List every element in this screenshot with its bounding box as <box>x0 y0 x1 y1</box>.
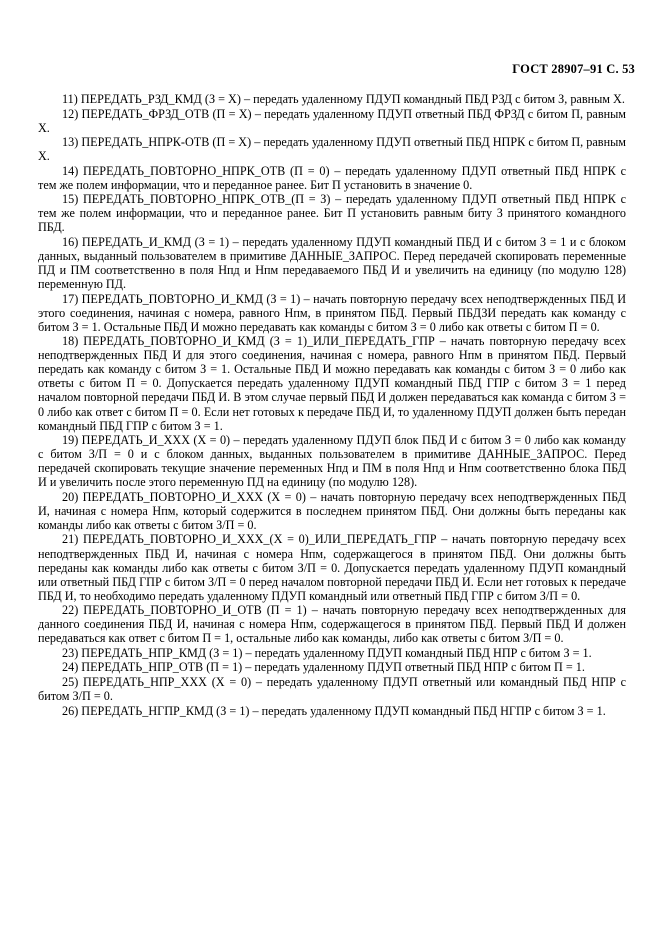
paragraph: 12) ПЕРЕДАТЬ_ФРЗД_ОТВ (П = Х) – передать удаленному ПДУП ответный ПБД ФРЗД с битом П, равным Х. <box>38 106 626 135</box>
paragraph: 19) ПЕРЕДАТЬ_И_ХХХ (Х = 0) – передать удаленному ПДУП блок ПБД И с битом З = 0 либо как команду с битом З/П = 0 и с блоком данных, выданных пользователем в примитиве ДАННЫЕ_ЗАПРОС. Перед передачей скопировать текущие значение переменных Нпд и ПМ в поля Нпд и Нпм соответственно блока ПБД И и увеличить после этого переменную ПД на единицу (по модулю 128). <box>38 433 626 490</box>
paragraph: 20) ПЕРЕДАТЬ_ПОВТОРНО_И_ХХХ (Х = 0) – начать повторную передачу всех неподтвержденных ПБД И, начиная с номера Нпм, который содержится в последнем принятом ПБД. Они должны быть переданы как команды либо как ответы с битом З/П = 0. <box>38 489 626 532</box>
paragraph: 14) ПЕРЕДАТЬ_ПОВТОРНО_НПРК_ОТВ (П = 0) – передать удаленному ПДУП ответный ПБД НПРК с тем же полем информации, что и переданное ранее. Бит П установить в значение 0. <box>38 163 626 192</box>
paragraph: 16) ПЕРЕДАТЬ_И_КМД (З = 1) – передать удаленному ПДУП командный ПБД И с битом З = 1 и с блоком данных, выданный пользователем в примитиве ДАННЫЕ_ЗАПРОС. Перед передачей скопировать переменные ПД и ПМ соответственно в поля Нпд и Нпм передаваемого ПБД И и увеличить на единицу (по модулю 128) переменную ПД. <box>38 234 626 292</box>
paragraph: 22) ПЕРЕДАТЬ_ПОВТОРНО_И_ОТВ (П = 1) – начать повторную передачу всех неподтвержденных для данного соединения ПБД И, начиная с номера Нпм, содержащегося в принятом ПБД. Первый ПБД И должен передаваться как ответ с битом П = 1, остальные либо как команды, либо как ответы с битом З/П = 0. <box>38 603 626 646</box>
paragraph: 21) ПЕРЕДАТЬ_ПОВТОРНО_И_ХХХ_(Х = 0)_ИЛИ_ПЕРЕДАТЬ_ГПР – начать повторную передачу всех неподтвержденных ПБД И, начиная с номера Нпм, содержащегося в принятом ПБД. Они должны быть переданы как команды либо как ответы с битом З/П = 0. Допускается передать удаленному ПДУП командный или ответный ПБД ГПР с битом З/П = 0 перед началом повторной передачи ПБД И. Если нет готовых к передаче ПБД И, то необходимо передать удаленному ПДУП командный или ответный ПБД ГПР с битом З/П = 0. <box>38 532 626 603</box>
paragraph: 23) ПЕРЕДАТЬ_НПР_КМД (З = 1) – передать удаленному ПДУП командный ПБД НПР с битом З = 1. <box>62 645 592 660</box>
paragraph: 25) ПЕРЕДАТЬ_НПР_ХХХ (Х = 0) – передать удаленному ПДУП ответный или командный ПБД НПР с битом З/П = 0. <box>38 674 626 703</box>
paragraph: 17) ПЕРЕДАТЬ_ПОВТОРНО_И_КМД (З = 1) – начать повторную передачу всех неподтвержденных ПБД И этого соединения, начиная с номера, равного Нпм, в принятом ПБД. Первый ПБДЗИ передать как команду с битом З = 1. Остальные ПБД И можно передавать как команды с битом З = 0 либо как ответы с битом П = 0. <box>38 291 626 334</box>
paragraph: 13) ПЕРЕДАТЬ_НПРК-ОТВ (П = Х) – передать удаленному ПДУП ответный ПБД НПРК с битом П, равным Х. <box>38 135 626 164</box>
paragraph: 24) ПЕРЕДАТЬ_НПР_ОТВ (П = 1) – передать удаленному ПДУП ответный ПБД НПР с битом П = 1. <box>62 660 585 675</box>
paragraph: 18) ПЕРЕДАТЬ_ПОВТОРНО_И_КМД (З = 1)_ИЛИ_ПЕРЕДАТЬ_ГПР – начать повторную передачу всех неподтвержденных ПБД И для этого соединения, начиная с номера, равного Нпм в принятом ПБД. Первый передать как команду с битом З = 1. Остальные ПБД И можно передавать как команды с битом З = 0 либо как ответы с битом П = 0. Допускается передать удаленному ПДУП командный ПБД ГПР с битом З = 1 перед началом повторной передачи ПБД И. В этом случае первый ПБД И должен передаваться как команда с битом З = 0 либо как ответ с битом П = 0. Если нет готовых к передаче ПБД И, то удаленному ПДУП должен быть передан командный ПБД ГПР с битом З = 1. <box>38 334 626 433</box>
paragraph: 15) ПЕРЕДАТЬ_ПОВТОРНО_НПРК_ОТВ_(П = З) – передать удаленному ПДУП ответный ПБД НПРК с тем же полем информации, что и переданное ранее. Бит П установить равным биту З принятого командного ПБД. <box>38 192 626 235</box>
paragraph: 11) ПЕРЕДАТЬ_РЗД_КМД (З = Х) – передать удаленному ПДУП командный ПБД РЗД с битом З, равным Х. <box>62 92 625 106</box>
document-body <box>38 92 626 718</box>
paragraph: 26) ПЕРЕДАТЬ_НГПР_КМД (З = 1) – передать удаленному ПДУП командный ПБД НГПР с битом З = 1. <box>62 703 606 718</box>
page-header: ГОСТ 28907–91 С. 53 <box>512 62 635 76</box>
